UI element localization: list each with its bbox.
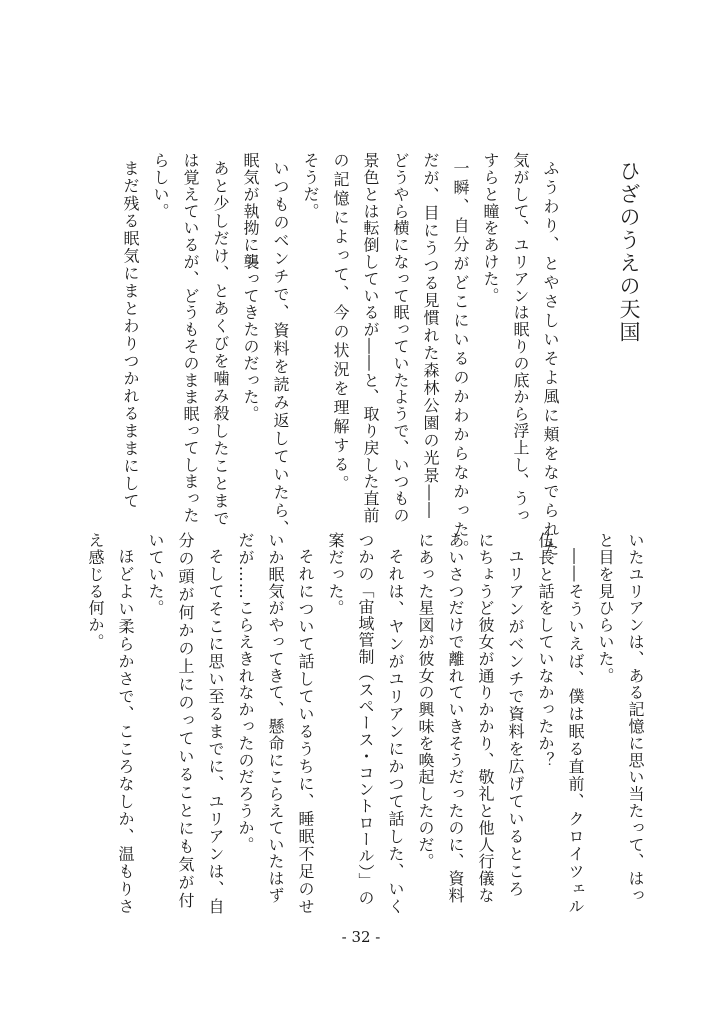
text-column: すらと瞳をあけた。 bbox=[481, 152, 500, 305]
text-column: にあった星図が彼女の興味を喚起したのだ。 bbox=[416, 532, 435, 870]
text-column: まだ残る眠気にまとわりつかれるままにして bbox=[121, 160, 140, 510]
text-column: の記憶によって、今の状況を理解する。 bbox=[331, 152, 350, 494]
page-number: - 32 - bbox=[341, 928, 381, 946]
text-column: そしてそこに思い至るまでに、ユリアンは、自 bbox=[206, 548, 225, 916]
text-column: そうだ。 bbox=[301, 152, 320, 220]
text-column: 案だった。 bbox=[326, 532, 345, 617]
text-column: 眠気が執拗に襲ってきたのだった。 bbox=[241, 152, 260, 423]
chapter-title: ひざのうえの天国 bbox=[617, 160, 641, 344]
text-column: いか眠気がやってきて、懸命にこらえていたはず bbox=[266, 532, 285, 904]
text-column: いていた。 bbox=[146, 532, 165, 617]
text-column: え感じる何か。 bbox=[86, 532, 105, 651]
text-column: と目を見ひらいた。 bbox=[596, 532, 615, 685]
text-column: あと少しだけ、とあくびを噛み殺したことまで bbox=[211, 160, 230, 528]
text-column: ふうわり、とやさしいそよ風に頬をなでられた bbox=[541, 160, 560, 559]
text-column: つかの「宙域管制（スペース・コントロール）」の bbox=[356, 532, 375, 906]
text-column: は覚えているが、どうもそのまま眠ってしまった bbox=[181, 152, 200, 524]
text-column: それは、ヤンがユリアンにかつて話した、いく bbox=[386, 548, 405, 916]
text-column: いたユリアンは、ある記憶に思い当たって、はっ bbox=[626, 532, 645, 904]
text-column: 一瞬、自分がどこにいるのかわからなかった。 bbox=[451, 160, 470, 559]
text-column: いつものベンチで、資料を読み返していたら、 bbox=[271, 160, 290, 538]
text-column: それについて話しているうちに、睡眠不足のせ bbox=[296, 548, 315, 916]
text-column: だが、目にうつる見慣れた森林公園の光景―― bbox=[421, 152, 440, 520]
text-column: らしい。 bbox=[151, 152, 170, 220]
text-column: あいさつだけで離れていきそうだったのに、資料 bbox=[446, 532, 465, 904]
text-column: ユリアンがベンチで資料を広げているところ bbox=[506, 548, 525, 898]
text-column: だが……こらえきれなかったのだろうか。 bbox=[236, 532, 255, 854]
text-column: どうやら横になって眠っていたようで、いつもの bbox=[391, 152, 410, 524]
text-column: 伍長と話をしていなかったか？ bbox=[536, 532, 555, 769]
text-column: ほどよい柔らかさで、こころなしか、温もりさ bbox=[116, 548, 135, 916]
text-column: 景色とは転倒しているが――と、取り戻した直前 bbox=[361, 152, 380, 524]
text-column: にちょうど彼女が通りかかり、敬礼と他人行儀な bbox=[476, 532, 495, 904]
text-column: ――そういえば、僕は眠る直前、クロイツェル bbox=[566, 548, 585, 916]
text-column: 気がして、ユリアンは眠りの底から浮上し、うっ bbox=[511, 152, 530, 524]
text-column: 分の頭が何かの上にのっていることにも気が付 bbox=[176, 532, 195, 910]
